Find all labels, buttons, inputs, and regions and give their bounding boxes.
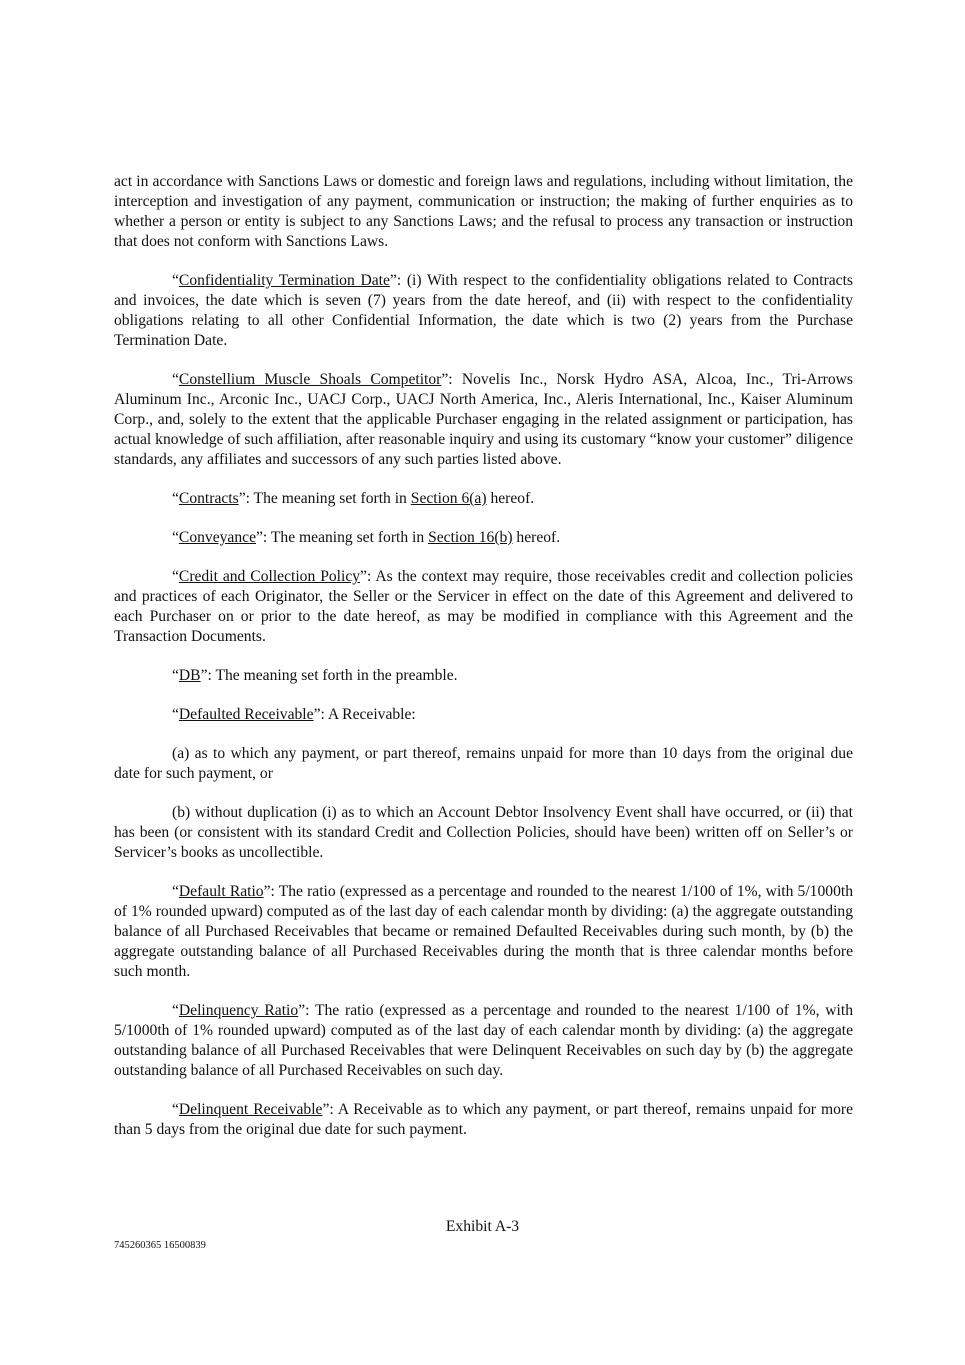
definition-text: : (i) With respect to the confidentiality obligations related to Contracts and invoices, the date which is seven (7) years from the date hereof, and (ii) with respect to the confidentiality obligations relating to all other Confidential Information, the date which is two (2) years from the Purchase Termination Date. xyxy=(114,272,854,349)
defined-term: Delinquency Ratio xyxy=(178,1002,299,1019)
defined-term: Delinquent Receivable xyxy=(178,1101,323,1118)
definition-confidentiality-termination-date: “Confidentiality Termination Date”: (i) With respect to the confidentiality obligations related to Contracts and invoices, the date which is seven (7) years from the date hereof, and (ii) with respect to the confidentiality obligations relating to all other Confidential Information, the date which is two (2) years from the Purchase Termination Date. xyxy=(114,272,854,349)
clause-text: (a) as to which any payment, or part thereof, remains unpaid for more than 10 days from the original due date for such payment, or xyxy=(114,745,853,782)
paragraph-sanctions-continuation xyxy=(114,172,853,252)
definition-contracts: “Contracts”: The meaning set forth in Section 6(a) hereof. xyxy=(172,490,535,507)
definition-db: “DB”: The meaning set forth in the preamble. xyxy=(172,667,458,684)
definition-constellium-muscle-shoals-competitor: “Constellium Muscle Shoals Competitor”: Novelis Inc., Norsk Hydro ASA, Alcoa, Inc., Tri-Arrows Aluminum Inc., Arconic Inc., UACJ Corp., UACJ North America, Inc., Aleris International, Inc., Kaiser Aluminum Corp., and, solely to the extent that the applicable Purchaser engaging in the related assignment or participation, has actual knowledge of such affiliation, after reasonable inquiry and using its customary “know your customer” diligence standards, any affiliates and successors of any such parties listed above. xyxy=(114,371,853,468)
definition-text: : A Receivable: xyxy=(320,706,416,723)
paragraph-text: act in accordance with Sanctions Laws or domestic and foreign laws and regulations, including without limitation, the interception and investigation of any payment, communication or instruction; the making of further enquiries as to whether a person or entity is subject to any Sanctions Laws; and the refusal to process any transaction or instruction that does not conform with Sanctions Laws. xyxy=(114,173,853,250)
clause-text: (b) without duplication (i) as to which an Account Debtor Insolvency Event shall have occurred, or (ii) that has been (or consistent with its standard Credit and Collection Policies, should have been) written off on Seller’s or Servicer’s books as uncollectible. xyxy=(114,804,853,861)
document-body xyxy=(114,172,853,1159)
section-reference: Section 6(a) xyxy=(410,490,487,507)
definition-conveyance: “Conveyance”: The meaning set forth in Section 16(b) hereof. xyxy=(172,529,561,546)
definition-text: : The ratio (expressed as a percentage and rounded to the nearest 1/100 of 1%, with 5/1000th of 1% rounded upward) computed as of the last day of each calendar month by dividing: (a) the aggregate outstanding balance of all Purchased Receivables that became or remained Defaulted Receivables during such month, by (b) the aggregate outstanding balance of all Purchased Receivables during the month that is three calendar months before such month. xyxy=(114,883,853,980)
defined-term: Contracts xyxy=(178,490,239,507)
definition-text: : A Receivable as to which any payment, or part thereof, remains unpaid for more than 5 days from the original due date for such payment. xyxy=(114,1101,853,1138)
definition-credit-and-collection-policy: “Credit and Collection Policy”: As the context may require, those receivables credit and collection policies and practices of each Originator, the Seller or the Servicer in effect on the date of this Agreement and delivered to each Purchaser on or prior to the date hereof, as may be modified in compliance with this Agreement and the Transaction Documents. xyxy=(114,568,853,645)
definition-text: : As the context may require, those receivables credit and collection policies and practices of each Originator, the Seller or the Servicer in effect on the date of this Agreement and delivered to each Purchaser on or prior to the date hereof, as may be modified in compliance with this Agreement and the Transaction Documents. xyxy=(114,568,853,645)
page-footer-label: Exhibit A-3 xyxy=(445,1218,520,1235)
section-reference: Section 16(b) xyxy=(428,529,513,546)
definition-defaulted-receivable: “Defaulted Receivable”: A Receivable: xyxy=(172,706,416,723)
document-id: 745260365 16500839 xyxy=(114,1240,206,1251)
clause-b xyxy=(114,803,853,863)
definition-text: : The meaning set forth in the preamble. xyxy=(207,667,458,684)
definition-delinquent-receivable: “Delinquent Receivable”: A Receivable as to which any payment, or part thereof, remains unpaid for more than 5 days from the original due date for such payment. xyxy=(114,1101,853,1138)
defined-term: Credit and Collection Policy xyxy=(178,568,361,585)
defined-term: Defaulted Receivable xyxy=(178,706,314,723)
defined-term: Default Ratio xyxy=(178,883,264,900)
definition-default-ratio: “Default Ratio”: The ratio (expressed as a percentage and rounded to the nearest 1/100 of 1%, with 5/1000th of 1% rounded upward) computed as of the last day of each calendar month by dividing: (a) the aggregate outstanding balance of all Purchased Receivables that became or remained Defaulted Receivables during such month, by (b) the aggregate outstanding balance of all Purchased Receivables during the month that is three calendar months before such month. xyxy=(114,883,853,980)
definition-text: : Novelis Inc., Norsk Hydro ASA, Alcoa, Inc., Tri-Arrows Aluminum Inc., Arconic Inc., UACJ Corp., UACJ North America, Inc., Aleris International, Inc., Kaiser Aluminum Corp., and, solely to the extent that the applicable Purchaser engaging in the related assignment or participation, has actual knowledge of such affiliation, after reasonable inquiry and using its customary “know your customer” diligence standards, any affiliates and successors of any such parties listed above. xyxy=(114,371,853,468)
defined-term: Constellium Muscle Shoals Competitor xyxy=(178,371,442,388)
defined-term: DB xyxy=(178,667,201,684)
defined-term: Confidentiality Termination Date xyxy=(178,272,390,289)
clause-a xyxy=(114,744,853,784)
definition-delinquency-ratio: “Delinquency Ratio”: The ratio (expressed as a percentage and rounded to the nearest 1/100 of 1%, with 5/1000th of 1% rounded upward) computed as of the last day of each calendar month by dividing: (a) the aggregate outstanding balance of all Purchased Receivables that were Delinquent Receivables on such day by (b) the aggregate outstanding balance of all Purchased Receivables on such day. xyxy=(114,1002,853,1079)
defined-term: Conveyance xyxy=(178,529,256,546)
definition-text: : The ratio (expressed as a percentage and rounded to the nearest 1/100 of 1%, with 5/1000th of 1% rounded upward) computed as of the last day of each calendar month by dividing: (a) the aggregate outstanding balance of all Purchased Receivables that were Delinquent Receivables on such day by (b) the aggregate outstanding balance of all Purchased Receivables on such day. xyxy=(114,1002,853,1079)
